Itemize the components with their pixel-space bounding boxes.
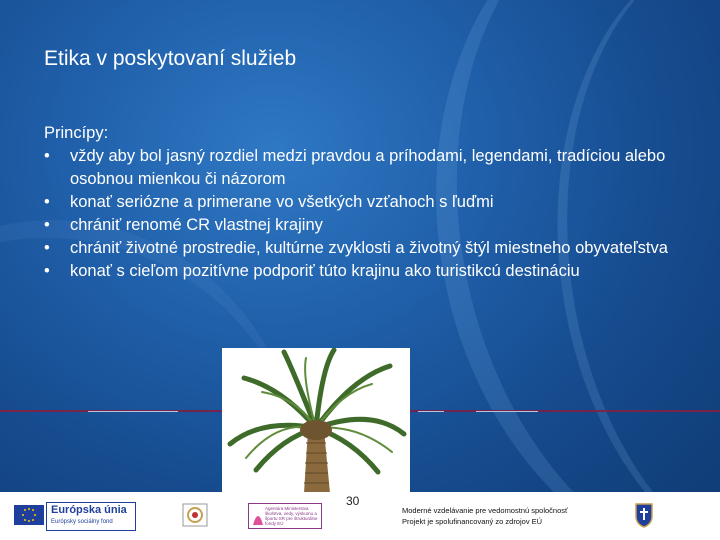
eu-logo-subtitle: Európsky sociálny fond — [51, 519, 113, 525]
bullet-icon: • — [44, 147, 50, 165]
coat-of-arms-icon — [634, 502, 654, 528]
divider-highlight — [88, 411, 178, 412]
eu-flag-icon — [14, 505, 44, 525]
bullet-icon: • — [44, 216, 50, 234]
bullet-text: chrániť renomé CR vlastnej krajiny — [70, 216, 323, 234]
eu-logo-title: Európska únia — [51, 504, 127, 516]
divider-highlight — [418, 411, 444, 412]
palm-tree-photo — [222, 348, 410, 493]
slide-title: Etika v poskytovaní služieb — [44, 47, 297, 70]
agency-logo — [248, 503, 322, 529]
bullet-list — [44, 145, 694, 283]
eu-stars-icon — [14, 505, 44, 525]
bullet-item — [44, 260, 694, 283]
partner-emblem-icon — [182, 503, 208, 527]
principles-heading: Princípy: — [44, 124, 109, 142]
palm-tree-icon — [222, 348, 410, 493]
slide-body — [44, 122, 694, 283]
partner-logo — [182, 503, 208, 527]
divider-highlight — [476, 411, 538, 412]
bullet-text: konať seriózne a primerane vo všetkých vzťahoch s ľuďmi — [70, 193, 494, 211]
project-note-line1: Moderné vzdelávanie pre vedomostnú spoločnosť — [402, 506, 568, 515]
agency-mark-icon — [251, 505, 265, 527]
bullet-item — [44, 145, 694, 191]
bullet-item — [44, 237, 694, 260]
project-note — [402, 505, 568, 527]
bullet-icon: • — [44, 193, 50, 211]
bullet-text: konať s cieľom pozitívne podporiť túto krajinu ako turistikcú destináciu — [70, 262, 580, 280]
agency-logo-text: Agentúra Ministerstva školstva, vedy, výskumu a športu SR pre štrukturálne fondy EÚ — [265, 506, 318, 526]
bullet-icon: • — [44, 239, 50, 257]
eu-logo — [46, 502, 136, 531]
page-number: 30 — [346, 494, 360, 508]
project-note-line2: Projekt je spolufinancovaný zo zdrojov EÚ — [402, 517, 543, 526]
bullet-text: vždy aby bol jasný rozdiel medzi pravdou a príhodami, legendami, tradíciou alebo osobnou mienkou či názorom — [70, 147, 666, 188]
crest-shield-icon — [634, 502, 654, 528]
bullet-text: chrániť životné prostredie, kultúrne zvyklosti a životný štýl miestneho obyvateľstva — [70, 239, 668, 257]
bullet-icon: • — [44, 262, 50, 280]
bullet-item — [44, 214, 694, 237]
bullet-item — [44, 191, 694, 214]
